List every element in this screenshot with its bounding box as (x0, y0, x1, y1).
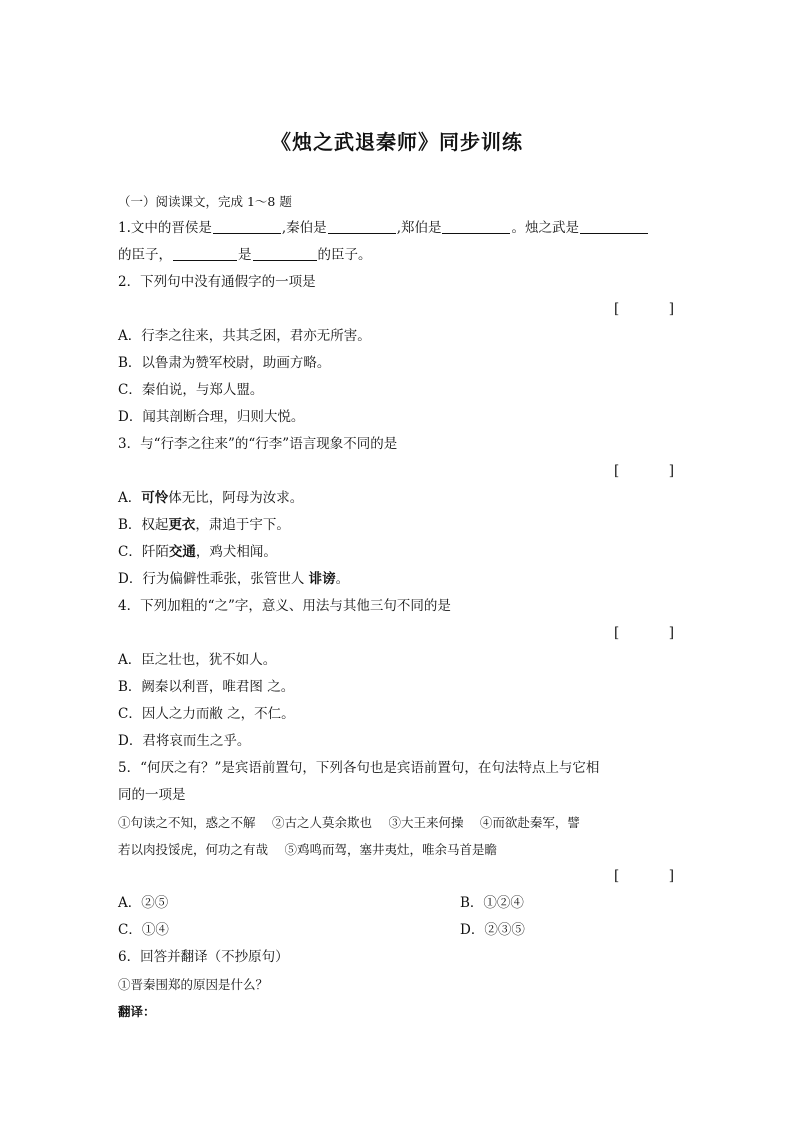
answer-blank[interactable] (253, 246, 317, 261)
question-5-items-line-1: ①句读之不知，惑之不解 ②古之人莫余欺也 ③大王来何操 ④而欲赴秦军，譬 (118, 815, 580, 830)
answer-blank[interactable] (173, 246, 237, 261)
question-5-stem-line-1: 5．“何厌之有？”是宾语前置句，下列各句也是宾语前置句，在句法特点上与它相 (118, 760, 600, 776)
option-c: C．秦伯说，与郑人盟。 (118, 382, 264, 398)
answer-bracket[interactable]: [ ] (614, 868, 674, 884)
section-heading: （一）阅读课文，完成 1～8 题 (118, 194, 292, 209)
q1-text: 。烛之武是 (511, 220, 579, 236)
answer-blank[interactable] (442, 219, 510, 234)
q1-text: 是 (238, 247, 252, 263)
option-d: D．君将哀而生之乎。 (118, 733, 251, 749)
question-5-stem-line-2: 同的一项是 (118, 787, 186, 803)
question-5-items-line-2: 若以肉投馁虎，何功之有哉 ⑤鸡鸣而驾，塞井夷灶，唯余马首是瞻 (118, 842, 497, 857)
option-c: C．因人之力而敝 之，不仁。 (118, 706, 295, 722)
option-a: A．臣之壮也，犹不如人。 (118, 652, 277, 668)
answer-blank[interactable] (213, 219, 281, 234)
option-b: B．权起更衣，肃追于宇下。 (118, 517, 290, 533)
option-a: A．可怜体无比，阿母为汝求。 (118, 490, 304, 506)
question-2-stem: 2．下列句中没有通假字的一项是 (118, 274, 316, 290)
question-1-line-1 (118, 215, 678, 242)
option-d: D．②③⑤ (460, 922, 525, 938)
options-row-2 (118, 917, 678, 944)
options-row-1 (118, 890, 678, 917)
option-d: D．闻其剖断合理，归则大悦。 (118, 409, 305, 425)
question-3-stem: 3．与“行李之往来”的“行李”语言现象不同的是 (118, 436, 398, 452)
answer-blank[interactable] (580, 219, 648, 234)
option-c: C．①④ (118, 922, 169, 938)
q1-text: 的臣子。 (317, 247, 372, 263)
option-b: B．阙秦以利晋，唯君图 之。 (118, 679, 295, 695)
option-a: A．②⑤ (118, 895, 169, 911)
q1-text: 的臣子， (118, 247, 172, 263)
option-b: B．以鲁肃为赞军校尉，助画方略。 (118, 355, 331, 371)
answer-blank[interactable] (328, 219, 396, 234)
q1-text: ,秦伯是 (281, 220, 327, 236)
option-c: C．阡陌交通，鸡犬相闻。 (118, 544, 277, 560)
document-title: 《烛之武退秦师》同步训练 (271, 130, 523, 154)
option-a: A．行李之往来，共其乏困，君亦无所害。 (118, 328, 371, 344)
option-d: D．行为偏僻性乖张，张管世人 诽谤。 (118, 571, 350, 587)
q1-text: ,郑伯是 (396, 220, 442, 236)
answer-bracket[interactable]: [ ] (614, 625, 674, 641)
question-4-stem: 4．下列加粗的“之”字，意义、用法与其他三句不同的是 (118, 598, 451, 614)
answer-bracket[interactable]: [ ] (614, 463, 674, 479)
question-6-stem: 6．回答并翻译（不抄原句） (118, 949, 289, 965)
translate-label: 翻译： (118, 1004, 156, 1019)
question-1-line-2 (118, 242, 678, 269)
option-b: B．①②④ (460, 895, 524, 911)
question-6-sub-1: ①晋秦围郑的原因是什么？ (118, 977, 269, 992)
answer-bracket[interactable]: [ ] (614, 301, 674, 317)
q1-text: 1.文中的晋侯是 (118, 220, 212, 236)
document-body (118, 188, 678, 1025)
